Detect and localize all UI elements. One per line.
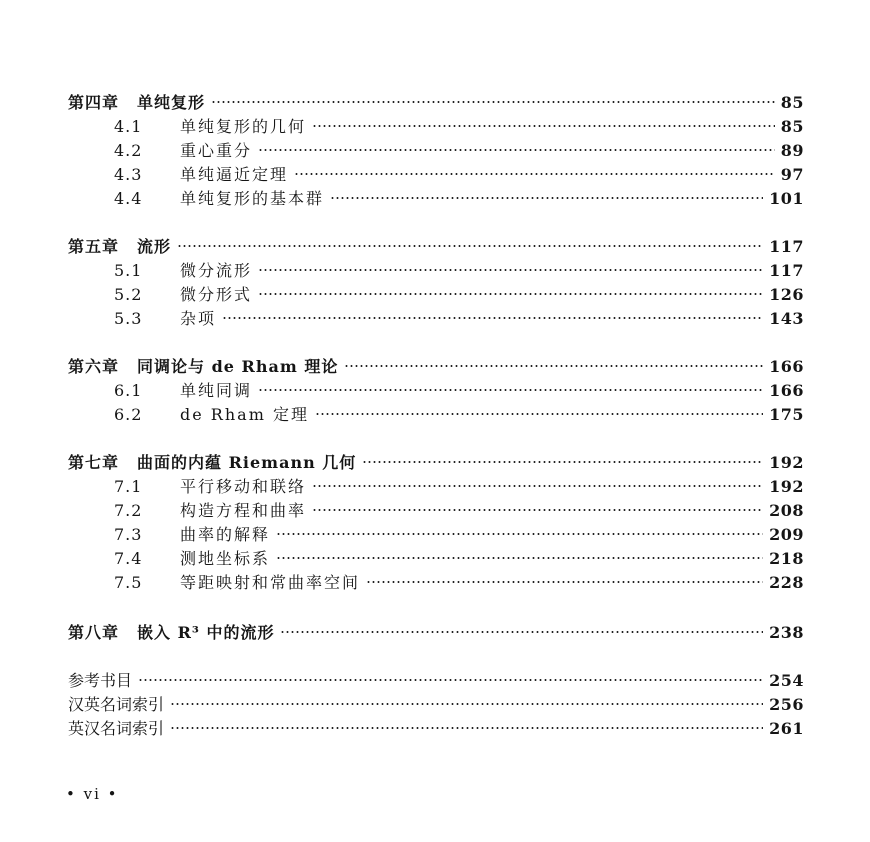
toc-section-row[interactable]	[68, 110, 804, 136]
leader-dots	[258, 254, 763, 276]
toc-chapter-row[interactable]	[68, 350, 804, 376]
leader-dots	[138, 664, 763, 686]
page-number: 192	[769, 477, 804, 496]
page-number: 126	[769, 285, 804, 304]
section-number: 4.3	[114, 165, 143, 184]
toc-section-row[interactable]	[68, 542, 804, 568]
toc-section-row[interactable]	[68, 494, 804, 520]
toc-chapter-row[interactable]	[68, 616, 804, 642]
leader-dots	[362, 446, 763, 468]
section-number: 7.2	[114, 501, 143, 520]
chapter-number: 第七章	[68, 453, 120, 472]
page-number: 261	[769, 719, 804, 738]
leader-dots	[258, 374, 763, 396]
page-number: 228	[769, 573, 804, 592]
toc-backmatter-row[interactable]	[68, 712, 804, 738]
chapter-title: 同调论与 de Rham 理论	[137, 357, 339, 376]
page-number: 89	[780, 141, 804, 160]
section-title: 微分形式	[180, 285, 253, 304]
leader-dots	[330, 182, 763, 204]
section-title: 单纯同调	[180, 381, 253, 400]
toc-backmatter-row[interactable]	[68, 688, 804, 714]
section-number: 6.1	[114, 381, 143, 400]
leader-dots	[312, 110, 775, 132]
section-title: 构造方程和曲率	[180, 501, 307, 520]
section-title: 重心重分	[180, 141, 253, 160]
section-number: 7.4	[114, 549, 143, 568]
section-title: 曲率的解释	[180, 525, 271, 544]
toc-chapter-row[interactable]	[68, 446, 804, 472]
section-number: 4.4	[114, 189, 143, 208]
section-number: 4.2	[114, 141, 143, 160]
page-number: 218	[769, 549, 804, 568]
leader-dots	[170, 688, 763, 710]
leader-dots	[258, 278, 763, 300]
toc-chapter-row[interactable]	[68, 86, 804, 112]
chapter-number: 第四章	[68, 93, 120, 112]
toc-section-row[interactable]	[68, 134, 804, 160]
leader-dots	[312, 494, 763, 516]
section-title: 等距映射和常曲率空间	[180, 573, 361, 592]
toc-section-row[interactable]	[68, 470, 804, 496]
leader-dots	[344, 350, 763, 372]
toc-section-row[interactable]	[68, 302, 804, 328]
page-number: 256	[769, 695, 804, 714]
section-number: 7.5	[114, 573, 143, 592]
page-number: 175	[769, 405, 804, 424]
leader-dots	[276, 542, 763, 564]
page-number: 254	[769, 671, 804, 690]
leader-dots	[294, 158, 775, 180]
page-number: 97	[780, 165, 804, 184]
page-number: 143	[769, 309, 804, 328]
page-footer: • vi •	[66, 785, 119, 803]
page-number: 209	[769, 525, 804, 544]
chapter-title: 单纯复形	[137, 93, 206, 112]
chapter-title: 曲面的内蕴 Riemann 几何	[137, 453, 357, 472]
toc-section-row[interactable]	[68, 374, 804, 400]
section-title: de Rham 定理	[180, 405, 309, 424]
page-number: 101	[769, 189, 804, 208]
section-title: 微分流形	[180, 261, 253, 280]
section-title: 单纯复形的几何	[180, 117, 307, 136]
leader-dots	[276, 518, 763, 540]
page-number: 192	[769, 453, 804, 472]
toc-section-row[interactable]	[68, 254, 804, 280]
chapter-number: 第六章	[68, 357, 120, 376]
toc-section-row[interactable]	[68, 518, 804, 544]
leader-dots	[177, 230, 763, 252]
section-number: 4.1	[114, 117, 143, 136]
section-title: 测地坐标系	[180, 549, 271, 568]
leader-dots	[280, 616, 763, 638]
page-number: 166	[769, 381, 804, 400]
chapter-title: 流形	[137, 237, 172, 256]
toc-section-row[interactable]	[68, 278, 804, 304]
page-number: 85	[780, 117, 804, 136]
leader-dots	[315, 398, 763, 420]
leader-dots	[258, 134, 775, 156]
section-number: 6.2	[114, 405, 143, 424]
page-number: 117	[769, 261, 804, 280]
toc-section-row[interactable]	[68, 182, 804, 208]
page-number: 238	[769, 623, 804, 642]
section-number: 7.3	[114, 525, 143, 544]
toc-section-row[interactable]	[68, 158, 804, 184]
toc-chapter-row[interactable]	[68, 230, 804, 256]
section-number: 5.2	[114, 285, 143, 304]
backmatter-title: 参考书目	[68, 671, 133, 690]
leader-dots	[222, 302, 763, 324]
page-number: 166	[769, 357, 804, 376]
page-number: 117	[769, 237, 804, 256]
page-number: 208	[769, 501, 804, 520]
section-title: 杂项	[180, 309, 217, 328]
leader-dots	[211, 86, 775, 108]
section-number: 7.1	[114, 477, 143, 496]
toc-section-row[interactable]	[68, 398, 804, 424]
chapter-number: 第八章	[68, 623, 120, 642]
backmatter-title: 英汉名词索引	[68, 719, 165, 738]
leader-dots	[366, 566, 763, 588]
toc-section-row[interactable]	[68, 566, 804, 592]
leader-dots	[312, 470, 763, 492]
section-title: 平行移动和联络	[180, 477, 307, 496]
toc-backmatter-row[interactable]	[68, 664, 804, 690]
chapter-title: 嵌入 R³ 中的流形	[137, 623, 275, 642]
leader-dots	[170, 712, 763, 734]
section-number: 5.1	[114, 261, 143, 280]
section-title: 单纯逼近定理	[180, 165, 289, 184]
chapter-number: 第五章	[68, 237, 120, 256]
section-number: 5.3	[114, 309, 143, 328]
backmatter-title: 汉英名词索引	[68, 695, 165, 714]
page-number: 85	[780, 93, 804, 112]
section-title: 单纯复形的基本群	[180, 189, 325, 208]
